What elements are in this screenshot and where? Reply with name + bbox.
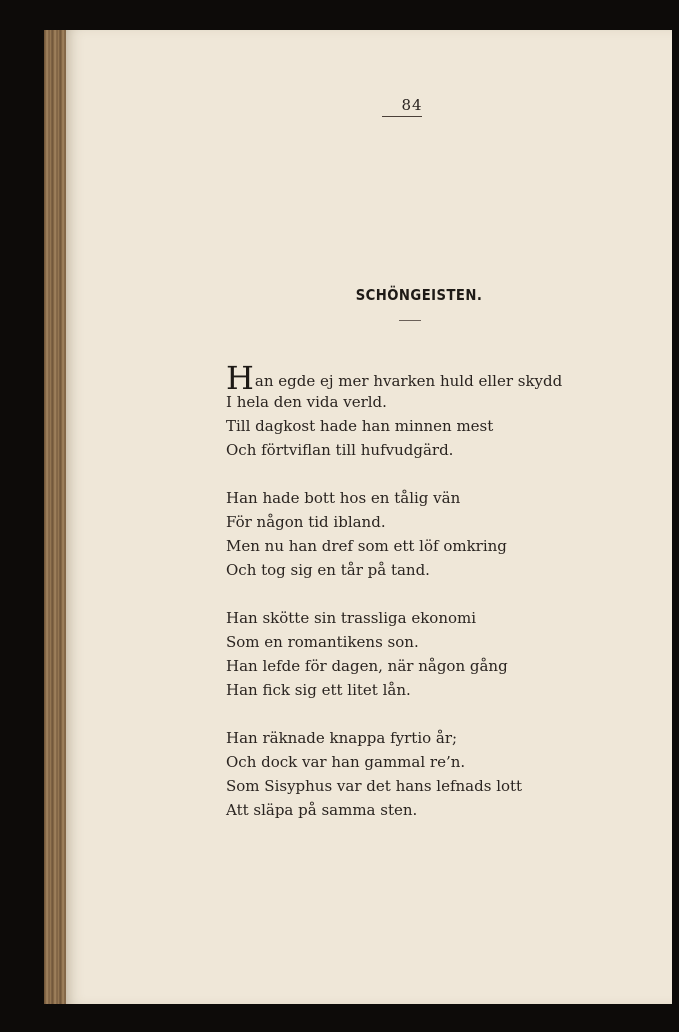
poem-line: Han räknade knappa fyrtio år; bbox=[226, 729, 458, 747]
poem-body bbox=[226, 359, 666, 822]
poem-line: Som Sisyphus var det hans lefnads lott bbox=[226, 777, 523, 795]
poem-line: Han lefde för dagen, när någon gång bbox=[226, 657, 508, 675]
page-number: 84 bbox=[401, 96, 423, 114]
poem-title: SCHÖNGEISTEN. bbox=[355, 286, 483, 304]
poem-line: Och förtviflan till hufvudgärd. bbox=[226, 441, 454, 459]
poem-line: För någon tid ibland. bbox=[226, 513, 386, 531]
poem-line: Han skötte sin trassliga ekonomi bbox=[226, 609, 477, 627]
poem-line: I hela den vida verld. bbox=[226, 393, 387, 411]
stanza-1 bbox=[226, 359, 666, 462]
poem-line: Han hade bott hos en tålig vän bbox=[226, 489, 461, 507]
poem-line-text: an egde ej mer hvarken huld eller skydd bbox=[254, 372, 563, 390]
poem-line: Till dagkost hade han minnen mest bbox=[226, 417, 494, 435]
book-page bbox=[66, 30, 672, 1004]
title-divider bbox=[399, 320, 421, 321]
poem-line: Att släpa på samma sten. bbox=[226, 801, 418, 819]
page-number-underline bbox=[382, 116, 422, 117]
stanza-4 bbox=[226, 726, 666, 822]
poem-line: Men nu han dref som ett löf omkring bbox=[226, 537, 507, 555]
poem-line: Och tog sig en tår på tand. bbox=[226, 561, 430, 579]
poem-line: Som en romantikens son. bbox=[226, 633, 419, 651]
poem-line: Han fick sig ett litet lån. bbox=[226, 681, 411, 699]
poem-line bbox=[226, 359, 666, 397]
poem-line: Och dock var han gammal re’n. bbox=[226, 753, 466, 771]
drop-cap: H bbox=[226, 359, 254, 397]
stanza-3 bbox=[226, 606, 666, 702]
book-page-edges bbox=[44, 30, 68, 1004]
stanza-2 bbox=[226, 486, 666, 582]
